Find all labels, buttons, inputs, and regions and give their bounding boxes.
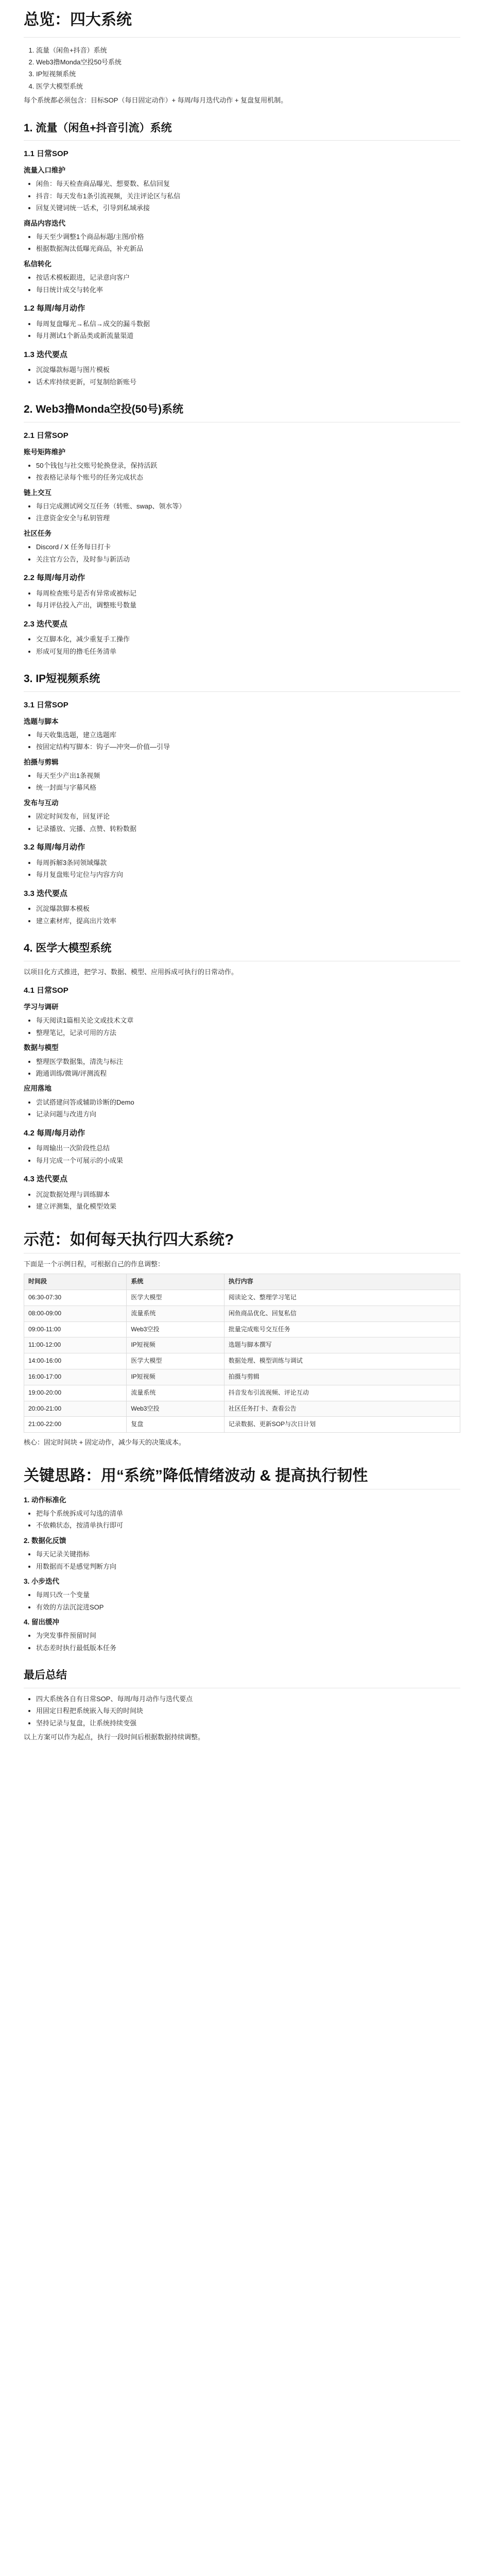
weekly-list xyxy=(24,857,460,880)
table-cell: 数据处理、模型训练与调试 xyxy=(224,1353,460,1369)
list-item: • 建立评测集，量化模型效果 xyxy=(36,1201,460,1212)
subsection-title: 1.3 迭代要点 xyxy=(24,350,68,359)
principle-list xyxy=(24,1630,460,1653)
table-cell: 08:00-09:00 xyxy=(24,1306,127,1321)
sop-group-title: 链上交互 xyxy=(24,488,51,497)
list-item: • 沉淀数据处理与训练脚本 xyxy=(36,1189,460,1200)
table-header-row xyxy=(24,1274,460,1290)
table-cell: 复盘 xyxy=(127,1417,224,1433)
principles-title: 关键思路：用“系统”降低情绪波动 & 提高执行韧性 xyxy=(24,1466,460,1489)
list-item: • 每月完成一个可展示的小成果 xyxy=(36,1155,460,1166)
sop-list xyxy=(24,811,460,834)
principle-list xyxy=(24,1549,460,1572)
table-row xyxy=(24,1369,460,1385)
subsection-title: 3.3 迭代要点 xyxy=(24,889,68,898)
table-cell: IP短视频 xyxy=(127,1369,224,1385)
subsection-title: 3.1 日常SOP xyxy=(24,700,68,709)
sop-group-title: 社区任务 xyxy=(24,529,51,537)
list-item: • 每周复盘曝光→私信→成交的漏斗数据 xyxy=(36,318,460,329)
list-item: • 按表格记录每个账号的任务完成状态 xyxy=(36,472,460,483)
sop-list xyxy=(24,1097,460,1120)
schedule-table xyxy=(24,1274,460,1433)
list-item: • 每天收集选题，建立选题库 xyxy=(36,730,460,740)
sop-list xyxy=(24,770,460,793)
subsection-title: 2.2 每周/每月动作 xyxy=(24,573,85,582)
subsection-title: 1.1 日常SOP xyxy=(24,149,68,159)
principle-list xyxy=(24,1589,460,1613)
sop-group-title: 数据与模型 xyxy=(24,1044,59,1052)
list-item: • 建立素材库，提高出片效率 xyxy=(36,916,460,926)
table-cell: 记录数据、更新SOP与次日计划 xyxy=(224,1417,460,1433)
weekly-list xyxy=(24,318,460,342)
sop-group-title: 账号矩阵维护 xyxy=(24,448,65,456)
principle-title: 1. 动作标准化 xyxy=(24,1496,66,1504)
table-cell: 医学大模型 xyxy=(127,1353,224,1369)
list-item: • 交互脚本化，减少重复手工操作 xyxy=(36,634,460,645)
sop-group-title: 学习与调研 xyxy=(24,1003,59,1011)
section-title: 2. Web3撸Monda空投(50号)系统 xyxy=(24,401,460,422)
list-item: • 尝试搭建问答或辅助诊断的Demo xyxy=(36,1097,460,1108)
final-list xyxy=(24,1693,460,1728)
list-item: • 按话术模板跟进，记录意向客户 xyxy=(36,272,460,283)
table-cell: 流量系统 xyxy=(127,1306,224,1321)
subsection-title: 4.1 日常SOP xyxy=(24,986,68,995)
list-item: • 50个钱包与社交账号轮换登录，保持活跃 xyxy=(36,460,460,471)
subsection-title: 4.3 迭代要点 xyxy=(24,1175,68,1184)
sop-list xyxy=(24,272,460,295)
schedule-title: 示范：如何每天执行四大系统? xyxy=(24,1230,460,1253)
table-cell: 批量完成账号交互任务 xyxy=(224,1321,460,1337)
list-item: • 关注官方公告，及时参与新活动 xyxy=(36,554,460,565)
table-cell: 20:00-21:00 xyxy=(24,1401,127,1417)
sop-list xyxy=(24,178,460,213)
list-item: • 每月复盘账号定位与内容方向 xyxy=(36,869,460,880)
table-cell: 抖音发布引流视频、评论互动 xyxy=(224,1385,460,1401)
subsection-title: 1.2 每周/每月动作 xyxy=(24,303,85,313)
list-item: • 每周只改一个变量 xyxy=(36,1589,460,1600)
sop-list xyxy=(24,541,460,565)
schedule-note: 核心：固定时间块 + 固定动作，减少每天的决策成本。 xyxy=(24,1438,185,1447)
list-item: • 坚持记录与复盘，让系统持续变强 xyxy=(36,1718,460,1728)
list-item: • 每周输出一次阶段性总结 xyxy=(36,1143,460,1154)
list-item: • 沉淀爆款脚本模板 xyxy=(36,903,460,914)
sop-list xyxy=(24,1056,460,1079)
table-row xyxy=(24,1385,460,1401)
overview-item: 2. Web3撸Monda空投50号系统 xyxy=(36,57,460,67)
list-item: • 四大系统各自有日常SOP、每周/每月动作与迭代要点 xyxy=(36,1693,460,1704)
closing-text: 以上方案可以作为起点，执行一段时间后根据数据持续调整。 xyxy=(24,1733,205,1741)
list-item: • 有效的方法沉淀进SOP xyxy=(36,1602,460,1613)
list-item: • 统一封面与字幕风格 xyxy=(36,782,460,793)
list-item: • 每周拆解3条同领域爆款 xyxy=(36,857,460,868)
subsection-title: 3.2 每周/每月动作 xyxy=(24,843,85,852)
section-title: 1. 流量（闲鱼+抖音引流）系统 xyxy=(24,120,460,141)
sop-group-title: 发布与互动 xyxy=(24,799,59,807)
column-header: 时间段 xyxy=(24,1274,127,1290)
table-cell: 流量系统 xyxy=(127,1385,224,1401)
schedule-intro: 下面是一个示例日程，可根据自己的作息调整： xyxy=(24,1260,165,1268)
list-item: • 根据数据淘汰低曝光商品，补充新品 xyxy=(36,243,460,254)
table-row xyxy=(24,1306,460,1321)
list-item: • 固定时间发布，回复评论 xyxy=(36,811,460,822)
subsection-title: 2.1 日常SOP xyxy=(24,431,68,440)
table-cell: Web3空投 xyxy=(127,1321,224,1337)
table-cell: 16:00-17:00 xyxy=(24,1369,127,1385)
list-item: • 每天至少调整1个商品标题/主图/价格 xyxy=(36,231,460,242)
column-header: 执行内容 xyxy=(224,1274,460,1290)
table-cell: 闲鱼商品优化、回复私信 xyxy=(224,1306,460,1321)
table-row xyxy=(24,1321,460,1337)
list-item: • 记录播放、完播、点赞、转粉数据 xyxy=(36,823,460,834)
table-cell: 阅读论文、整理学习笔记 xyxy=(224,1290,460,1306)
list-item: • 按固定结构写脚本：钩子—冲突—价值—引导 xyxy=(36,741,460,752)
list-item: • 用数据而不是感觉判断方向 xyxy=(36,1561,460,1572)
list-item: • 不依赖状态，按清单执行即可 xyxy=(36,1520,460,1531)
list-item: • 闲鱼：每天检查商品曝光、想要数、私信回复 xyxy=(36,178,460,189)
section-intro: 以项目化方式推进，把学习、数据、模型、应用拆成可执行的日常动作。 xyxy=(24,968,238,976)
list-item: • 沉淀爆款标题与图片模板 xyxy=(36,364,460,375)
table-row xyxy=(24,1417,460,1433)
sop-list xyxy=(24,460,460,483)
list-item: • 为突发事件预留时间 xyxy=(36,1630,460,1641)
list-item: • 每日统计成交与转化率 xyxy=(36,284,460,295)
table-row xyxy=(24,1337,460,1353)
list-item: • 每天阅读1篇相关论文或技术文章 xyxy=(36,1015,460,1026)
table-cell: 11:00-12:00 xyxy=(24,1337,127,1353)
principle-list xyxy=(24,1508,460,1531)
list-item: • 整理笔记，记录可用的方法 xyxy=(36,1027,460,1038)
section-title: 4. 医学大模型系统 xyxy=(24,940,460,961)
list-item: • 每日完成测试网交互任务（转账、swap、领水等） xyxy=(36,501,460,512)
list-item: • 整理医学数据集，清洗与标注 xyxy=(36,1056,460,1067)
list-item: • Discord / X 任务每日打卡 xyxy=(36,541,460,552)
sop-group-title: 流量入口维护 xyxy=(24,166,65,175)
list-item: • 用固定日程把系统嵌入每天的时间块 xyxy=(36,1705,460,1716)
list-item: • 把每个系统拆成可勾选的清单 xyxy=(36,1508,460,1519)
table-cell: 21:00-22:00 xyxy=(24,1417,127,1433)
list-item: • 每天记录关键指标 xyxy=(36,1549,460,1560)
list-item: • 话术库持续更新，可复制给新账号 xyxy=(36,377,460,387)
table-cell: 09:00-11:00 xyxy=(24,1321,127,1337)
review-list xyxy=(24,903,460,926)
overview-item: 3. IP短视频系统 xyxy=(36,69,460,79)
sop-group-title: 应用落地 xyxy=(24,1084,51,1093)
table-cell: 06:30-07:30 xyxy=(24,1290,127,1306)
table-cell: IP短视频 xyxy=(127,1337,224,1353)
overview-item: 4. 医学大模型系统 xyxy=(36,81,460,92)
list-item: • 每周检查账号是否有异常或被标记 xyxy=(36,588,460,599)
table-cell: 选题与脚本撰写 xyxy=(224,1337,460,1353)
table-cell: 19:00-20:00 xyxy=(24,1385,127,1401)
sop-list xyxy=(24,501,460,524)
list-item: • 回复关键词统一话术，引导到私域承接 xyxy=(36,202,460,213)
table-row xyxy=(24,1290,460,1306)
overview-item: 1. 流量（闲鱼+抖音）系统 xyxy=(36,45,460,56)
table-row xyxy=(24,1353,460,1369)
principle-title: 4. 留出缓冲 xyxy=(24,1618,60,1626)
table-cell: 拍摄与剪辑 xyxy=(224,1369,460,1385)
weekly-list xyxy=(24,588,460,611)
sop-list xyxy=(24,730,460,753)
sop-list xyxy=(24,231,460,255)
column-header: 系统 xyxy=(127,1274,224,1290)
subsection-title: 4.2 每周/每月动作 xyxy=(24,1128,85,1138)
review-list xyxy=(24,364,460,387)
table-cell: 医学大模型 xyxy=(127,1290,224,1306)
list-item: • 记录问题与改进方向 xyxy=(36,1109,460,1120)
list-item: • 每天至少产出1条视频 xyxy=(36,770,460,781)
list-item: • 每月测试1个新品类或新流量渠道 xyxy=(36,330,460,341)
principle-title: 3. 小步迭代 xyxy=(24,1577,60,1585)
sop-group-title: 选题与脚本 xyxy=(24,717,59,725)
page-title: 总览：四大系统 xyxy=(24,7,460,38)
list-item: • 跑通训练/微调/评测流程 xyxy=(36,1068,460,1079)
list-item: • 每月评估投入产出，调整账号数量 xyxy=(36,600,460,611)
list-item: • 抖音：每天发布1条引流视频，关注评论区与私信 xyxy=(36,191,460,201)
list-item: • 形成可复用的撸毛任务清单 xyxy=(36,646,460,657)
principle-title: 2. 数据化反馈 xyxy=(24,1536,66,1545)
list-item: • 状态差时执行最低版本任务 xyxy=(36,1642,460,1653)
review-list xyxy=(24,634,460,657)
final-title: 最后总结 xyxy=(24,1667,460,1688)
table-cell: Web3空投 xyxy=(127,1401,224,1417)
sop-group-title: 私信转化 xyxy=(24,260,51,268)
sop-list xyxy=(24,1015,460,1038)
subsection-title: 2.3 迭代要点 xyxy=(24,619,68,629)
review-list xyxy=(24,1189,460,1212)
sop-group-title: 商品内容迭代 xyxy=(24,219,65,227)
weekly-list xyxy=(24,1143,460,1166)
table-cell: 14:00-16:00 xyxy=(24,1353,127,1369)
overview-summary: 每个系统都必须包含：目标SOP（每日固定动作）+ 每周/每月迭代动作 + 复盘复用机制。 xyxy=(24,96,288,105)
section-title: 3. IP短视频系统 xyxy=(24,670,460,692)
list-item: • 注意资金安全与私钥管理 xyxy=(36,513,460,523)
table-row xyxy=(24,1401,460,1417)
overview-list xyxy=(24,45,460,92)
sop-group-title: 拍摄与剪辑 xyxy=(24,758,59,766)
table-cell: 社区任务打卡、查看公告 xyxy=(224,1401,460,1417)
